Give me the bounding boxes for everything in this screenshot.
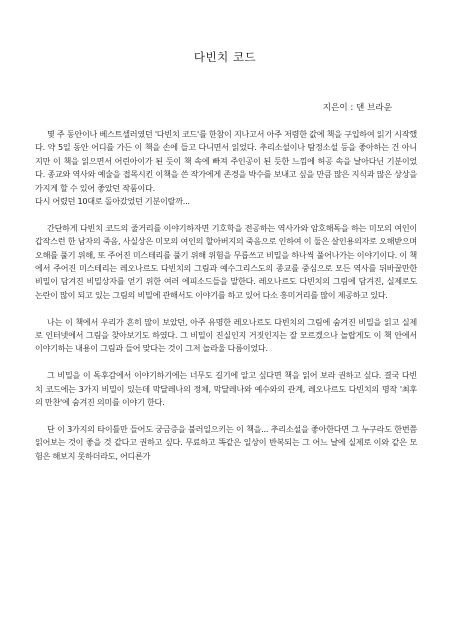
paragraph: 다시 어렸던 10대로 돌아갔었던 기분이랄까...: [35, 196, 190, 207]
document-body: [35, 128, 417, 476]
document-title: 다빈치 코드: [193, 50, 257, 64]
paragraph: 몇 주 동안이나 베스트셀러였던 '다빈치 코드'를 한참이 지나고서 아주 저렴한 값에 책을 구입하여 읽기 시작했다. 약 5일 동안 어디를 가든 이 책을 손에 들고 다니면서 읽었다. 추리소설이나 탐정소설 등을 좋아하는 건 아니지만 이 책을 읽으면서 어린아이가 된 듯이 책 속에 빠져 주인공이 된 듯한 느낌에 허공 속을 날아다닌 기분이었다. 종교와 역사와 예술을 접목시킨 이책을 쓴 작가에게 존경을 박수를 보내고 싶을 만큼 많은 지식과 많은 상상을 가지게 할 수 있어 좋았던 작품이다.: [35, 129, 417, 193]
paragraph: 그 비밀을 이 독후감에서 이야기하기에는 너무도 길기에 알고 싶다면 책을 읽어 보라 권하고 싶다. 결국 다빈치 코드에는 3가지 비밀이 있는데 막달레나의 정체, 막달레나와 예수와의 관계, 레오나르도 다빈치의 명작 '최후의 만찬'에 숨겨진 의미를 이야기 한다.: [35, 370, 417, 408]
paragraph: 나는 이 책에서 우리가 흔히 많이 보았던, 아주 유명한 레오나르도 다빈치의 그림에 숨겨진 비밀을 읽고 실제로 인터넷에서 그림을 찾아보기도 하였다. 그 비밀이 진실인지 거짓인지는 잘 모르겠으나 놀랍게도 이 책 안에서 이야기하는 내용이 그림과 들어 맞다는 것이 그저 놀라울 다름이었다.: [35, 316, 417, 354]
document-author: 지은이 : 댄 브라운: [322, 103, 392, 113]
paragraph: 단 이 3가지의 타이틀만 들어도 궁금증을 불러일으키는 이 책을... 추리소설을 좋아한다면 그 누구라도 한번쯤 읽어보는 것이 좋을 것 같다고 권하고 싶다. 무료하고 똑같은 일상이 반복되는 그 어느 날에 실제로 이와 같은 모험은 해보지 못하더라도, 어디론가: [35, 423, 417, 461]
paragraph: 간단하게 다빈치 코드의 줄거리를 이야기하자면 기호학을 전공하는 역사가와 암호해독을 하는 미모의 여인이 갑작스런 한 남자의 죽음, 사실상은 미모의 여인의 할아버지의 죽음으로 인하여 이 둘은 살인용의자로 오해받으며 오해를 풀기 위해, 또 주어진 미스테리를 풀기 위해 위험을 무릅쓰고 비밀을 하나씩 풀어나가는 이야기이다. 이 책에서 주어진 미스테리는 레오나르도 다빈치의 그림과 예수그리스도의 종교를 중심으로 모든 역사를 뒤바꿀만한 비밀이 담겨진 비밀상자를 얻기 위한 여러 에피소드들을 말한다. 레오나르도 다빈치의 그림에 담겨진, 실제로도 논란이 많이 되고 있는 그림의 비밀에 관해서도 이야기를 하고 있어 다소 흥미거리를 많이 제공하고 있다.: [35, 222, 417, 300]
